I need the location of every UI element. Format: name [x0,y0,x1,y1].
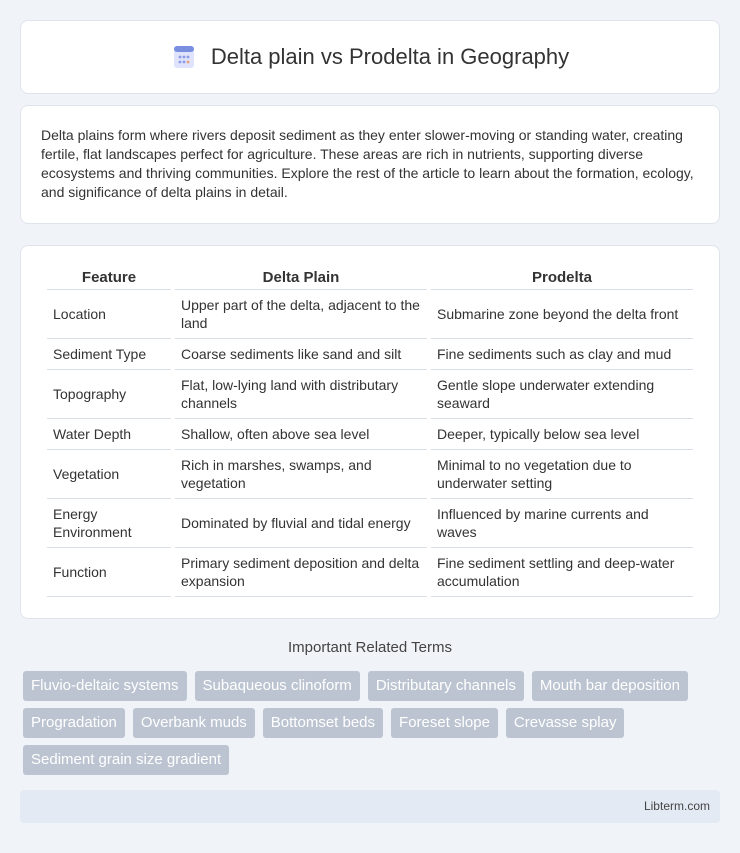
cell-feature: Water Depth [47,419,171,450]
cell-feature: Sediment Type [47,339,171,370]
table-row [47,548,693,597]
table-row [47,290,693,339]
header-feature: Feature [47,264,171,290]
footer [20,790,720,823]
related-terms-title: Important Related Terms [288,639,452,656]
document-grid-icon [171,44,197,70]
cell-prodelta: Deeper, typically below sea level [431,419,693,450]
table-row [47,450,693,499]
cell-delta-plain: Upper part of the delta, adjacent to the land [175,290,427,339]
cell-feature: Vegetation [47,450,171,499]
cell-feature: Location [47,290,171,339]
related-term-tag[interactable]: Distributary channels [368,671,524,701]
table-row [47,339,693,370]
cell-prodelta: Submarine zone beyond the delta front [431,290,693,339]
cell-prodelta: Minimal to no vegetation due to underwater setting [431,450,693,499]
cell-delta-plain: Dominated by fluvial and tidal energy [175,499,427,548]
page-title: Delta plain vs Prodelta in Geography [210,44,570,69]
related-term-tag[interactable]: Mouth bar deposition [532,671,688,701]
related-term-tag[interactable]: Bottomset beds [263,708,383,738]
related-term-tag[interactable]: Progradation [23,708,125,738]
cell-feature: Energy Environment [47,499,171,548]
related-term-tag[interactable]: Foreset slope [391,708,498,738]
title-card [20,20,720,94]
related-term-tag[interactable]: Subaqueous clinoform [195,671,360,701]
cell-feature: Topography [47,370,171,419]
table-header-row [47,264,693,290]
related-terms-list [23,671,720,775]
cell-delta-plain: Rich in marshes, swamps, and vegetation [175,450,427,499]
table-row [47,499,693,548]
intro-card [20,105,720,224]
header-prodelta: Prodelta [431,264,693,290]
related-term-tag[interactable]: Crevasse splay [506,708,625,738]
cell-prodelta: Influenced by marine currents and waves [431,499,693,548]
cell-delta-plain: Primary sediment deposition and delta expansion [175,548,427,597]
related-term-tag[interactable]: Sediment grain size gradient [23,745,229,775]
cell-prodelta: Fine sediment settling and deep-water accumulation [431,548,693,597]
comparison-card [20,245,720,619]
related-term-tag[interactable]: Fluvio-deltaic systems [23,671,187,701]
cell-delta-plain: Flat, low-lying land with distributary channels [175,370,427,419]
cell-prodelta: Gentle slope underwater extending seaward [431,370,693,419]
cell-delta-plain: Shallow, often above sea level [175,419,427,450]
comparison-table [43,264,697,597]
intro-text: Delta plains form where rivers deposit sediment as they enter slower-moving or standing water, creating fertile, flat landscapes perfect for agriculture. These areas are rich in nutrients, supporting diverse ecosystems and thriving communities. Explore the rest of the article to learn about the formation, ecology, and significance of delta plains in detail. [41,127,694,200]
footer-site-link[interactable]: Libterm.com [643,799,710,813]
table-row [47,419,693,450]
cell-prodelta: Fine sediments such as clay and mud [431,339,693,370]
header-delta-plain: Delta Plain [175,264,427,290]
cell-delta-plain: Coarse sediments like sand and silt [175,339,427,370]
cell-feature: Function [47,548,171,597]
related-term-tag[interactable]: Overbank muds [133,708,255,738]
table-row [47,370,693,419]
